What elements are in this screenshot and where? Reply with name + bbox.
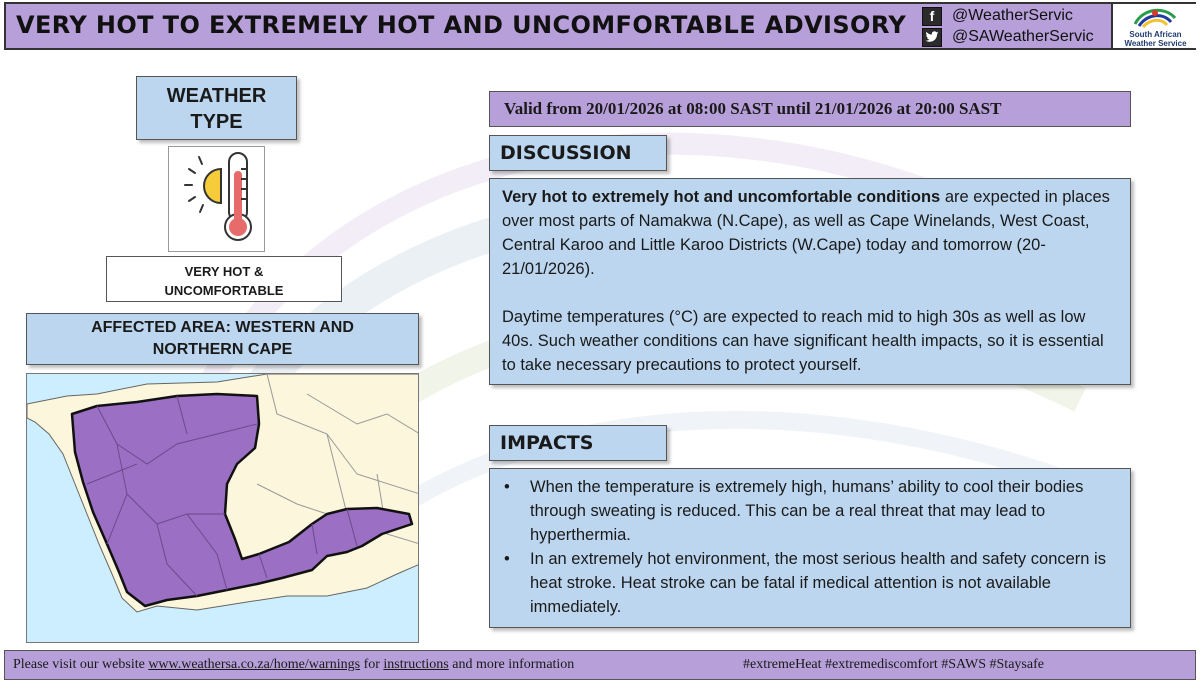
twitter-icon [922,28,942,47]
footer-bar [4,650,1196,680]
discussion-panel [489,178,1131,385]
facebook-handle: @WeatherServic [952,7,1073,24]
discussion-heading: DISCUSSION [489,135,667,171]
sun-thermometer-icon [169,147,264,251]
footer-website-note: Please visit our website www.weathersa.co.za/home/warnings for instructions and more information [13,657,575,672]
discussion-paragraph-1: Very hot to extremely hot and uncomfortable conditions are expected in places over most parts of Namakwa (N.Cape), as well as Cape Winelands, West Coast, Central Karoo and Little Karoo Districts (W.Cape) today and tomorrow (20-21/01/2026). [502,188,1110,278]
facebook-link[interactable] [922,6,1073,26]
saws-logo-text: South African Weather Service [1124,30,1187,48]
header-bar [4,2,1196,50]
affected-area-map [26,373,419,643]
impact-item: • In an extremely hot environment, the most serious health and safety concern is heat stroke. Heat stroke can be fatal if medical attention is not available immediately. [502,547,1120,619]
validity-period: Valid from 20/01/2026 at 08:00 SAST until 21/01/2026 at 20:00 SAST [489,91,1131,127]
footer-hashtags: #extremeHeat #extremediscomfort #SAWS #Staysafe [743,657,1044,672]
affected-area-label: AFFECTED AREA: WESTERN AND NORTHERN CAPE [26,313,419,365]
impact-item: • When the temperature is extremely high, humans’ ability to cool their bodies through sweating is reduced. This can be a real threat that may lead to hyperthermia. [502,475,1120,547]
twitter-link[interactable] [922,27,1094,47]
twitter-handle: @SAWeatherServic [952,28,1094,45]
warnings-link[interactable]: www.weathersa.co.za/home/warnings [148,657,361,672]
weather-type-label: WEATHER TYPE [136,76,297,140]
social-handles [916,4,1108,48]
impacts-heading: IMPACTS [489,425,667,461]
advisory-title: VERY HOT TO EXTREMELY HOT AND UNCOMFORTABLE ADVISORY [16,11,907,39]
saws-logo-emblem-icon [1113,4,1198,30]
facebook-icon: f [922,7,942,26]
instructions-link[interactable]: instructions [383,657,449,672]
discussion-paragraph-2: Daytime temperatures (°C) are expected to reach mid to high 30s as well as low 40s. Such weather conditions can have significant health impacts, so it is essential to take necessary precautions to protect yourself. [502,308,1104,374]
impacts-panel [489,468,1131,628]
discussion-lead: Very hot to extremely hot and uncomfortable conditions [502,188,941,206]
saws-logo [1111,4,1196,48]
weather-type-icon-panel [168,146,265,252]
weather-condition-label: VERY HOT & UNCOMFORTABLE [106,256,342,302]
western-northern-cape-map [27,374,419,643]
